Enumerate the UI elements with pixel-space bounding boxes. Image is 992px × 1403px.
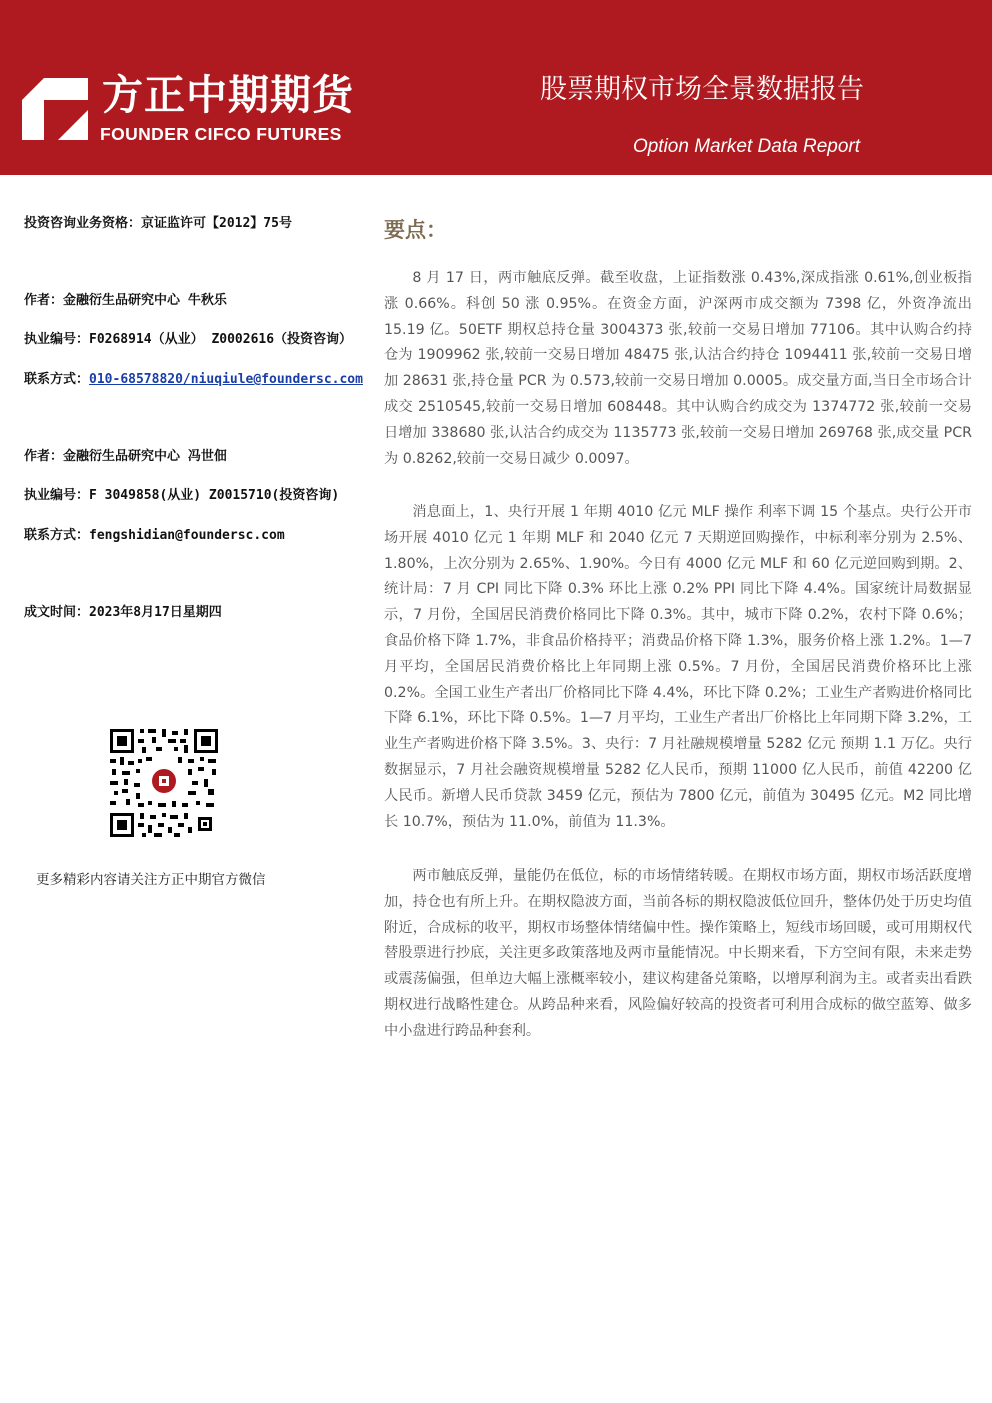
author1-contact <box>24 370 374 390</box>
section-title: 要点： <box>384 218 447 242</box>
author1-name: 作者：金融衍生品研究中心 牛秋乐 <box>24 293 227 308</box>
brand-name-en: FOUNDER CIFCO FUTURES <box>100 124 342 144</box>
qr-caption: 更多精彩内容请关注方正中期官方微信 <box>36 872 266 888</box>
author2-contact: 联系方式：fengshidian@foundersc.com <box>24 528 285 543</box>
header-banner <box>0 0 992 175</box>
paragraph-market-summary: 8 月 17 日，两市触底反弹。截至收盘，上证指数涨 0.43%,深成指涨 0.61%,创业板指涨 0.66%。科创 50 涨 0.95%。在资金方面，沪深两市成交额为 7398 亿，外资净流出 15.19 亿。50ETF 期权总持仓量 3004373 张,较前一交易日增加 77106。其中认购合约持仓为 1909962 张,较前一交易日增加 48475 张,认沽合约持仓 1094411 张,较前一交易日增加 28631 张,持仓量 PCR 为 0.573,较前一交易日增加 0.0005。成交量方面,当日全市场合计成交 2510545,较前一交易日增加 608448。其中认购合约成交为 1374772 张,较前一交易日增加 338680 张,认沽合约成交为 1135773 张,较前一交易日增加 269768 张,成交量 PCR 为 0.8262,较前一交易日减少 0.0097。 <box>384 270 972 467</box>
founder-square-logo-icon <box>22 78 88 140</box>
author2-license: 执业编号：F 3049858(从业) Z0015710(投资咨询) <box>24 488 340 503</box>
qualification-line: 投资咨询业务资格：京证监许可【2012】75号 <box>24 216 292 231</box>
paragraph-news: 消息面上，1、央行开展 1 年期 4010 亿元 MLF 操作 利率下调 15 个基点。央行公开市场开展 4010 亿元 1 年期 MLF 和 2040 亿元 7 天期逆回购操作，中标利率分别为 2.5%、1.80%，上次分别为 2.65%、1.90%。今日有 4000 亿元 MLF 和 60 亿元逆回购到期。2、统计局：7 月 CPI 同比下降 0.3% 环比上涨 0.2% PPI 同比下降 4.4%。国家统计局数据显示，7 月份，全国居民消费价格同比下降 0.3%。其中，城市下降 0.2%，农村下降 0.6%；食品价格下降 1.7%，非食品价格持平；消费品价格下降 1.3%，服务价格上涨 1.2%。1—7 月平均，全国居民消费价格比上年同期上涨 0.5%。7 月份，全国居民消费价格环比上涨 0.2%。全国工业生产者出厂价格同比下降 4.4%，环比下降 0.2%；工业生产者购进价格同比下降 6.1%，环比下降 0.5%。1—7 月平均，工业生产者出厂价格比上年同期下降 3.2%，工业生产者购进价格下降 3.5%。3、央行：7 月社融规模增量 5282 亿元 预期 1.1 万亿。央行数据显示，7 月社会融资规模增量 5282 亿人民币，预期 11000 亿人民币，前值 42200 亿人民币。新增人民币贷款 3459 亿元，预估为 7800 亿元，前值为 30495 亿元。M2 同比增长 10.7%，预估为 11.0%，前值为 11.3%。 <box>384 504 972 830</box>
author1-contact-link[interactable]: 010-68578820/niuqiule@foundersc.com <box>89 372 363 387</box>
author2-name: 作者：金融衍生品研究中心 冯世佃 <box>24 449 227 464</box>
author1-contact-label: 联系方式： <box>24 372 90 387</box>
brand-name-cn: 方正中期期货 <box>102 71 354 119</box>
author1-license: 执业编号：F0268914（从业） Z0002616（投资咨询） <box>24 332 353 347</box>
report-date: 成文时间：2023年8月17日星期四 <box>24 605 222 620</box>
paragraph-strategy: 两市触底反弹，量能仍在低位，标的市场情绪转暖。在期权市场方面，期权市场活跃度增加，持仓也有所上升。在期权隐波方面，当前各标的期权隐波低位回升，整体仍处于历史均值附近，合成标的收平，期权市场整体情绪偏中性。操作策略上，短线市场回暖，或可用期权代替股票进行抄底，关注更多政策落地及两市量能情况。中长期来看，下方空间有限，未来走势或震荡偏强，但单边大幅上涨概率较小，建议构建备兑策略，以增厚利润为主。或者卖出看跌期权进行战略性建仓。从跨品种来看，风险偏好较高的投资者可利用合成标的做空蓝筹、做多中小盘进行跨品种套利。 <box>384 868 972 1039</box>
qr-code-icon[interactable] <box>108 727 220 839</box>
report-subtitle: Option Market Data Report <box>632 136 860 157</box>
report-title: 股票期权市场全景数据报告 <box>540 74 864 105</box>
